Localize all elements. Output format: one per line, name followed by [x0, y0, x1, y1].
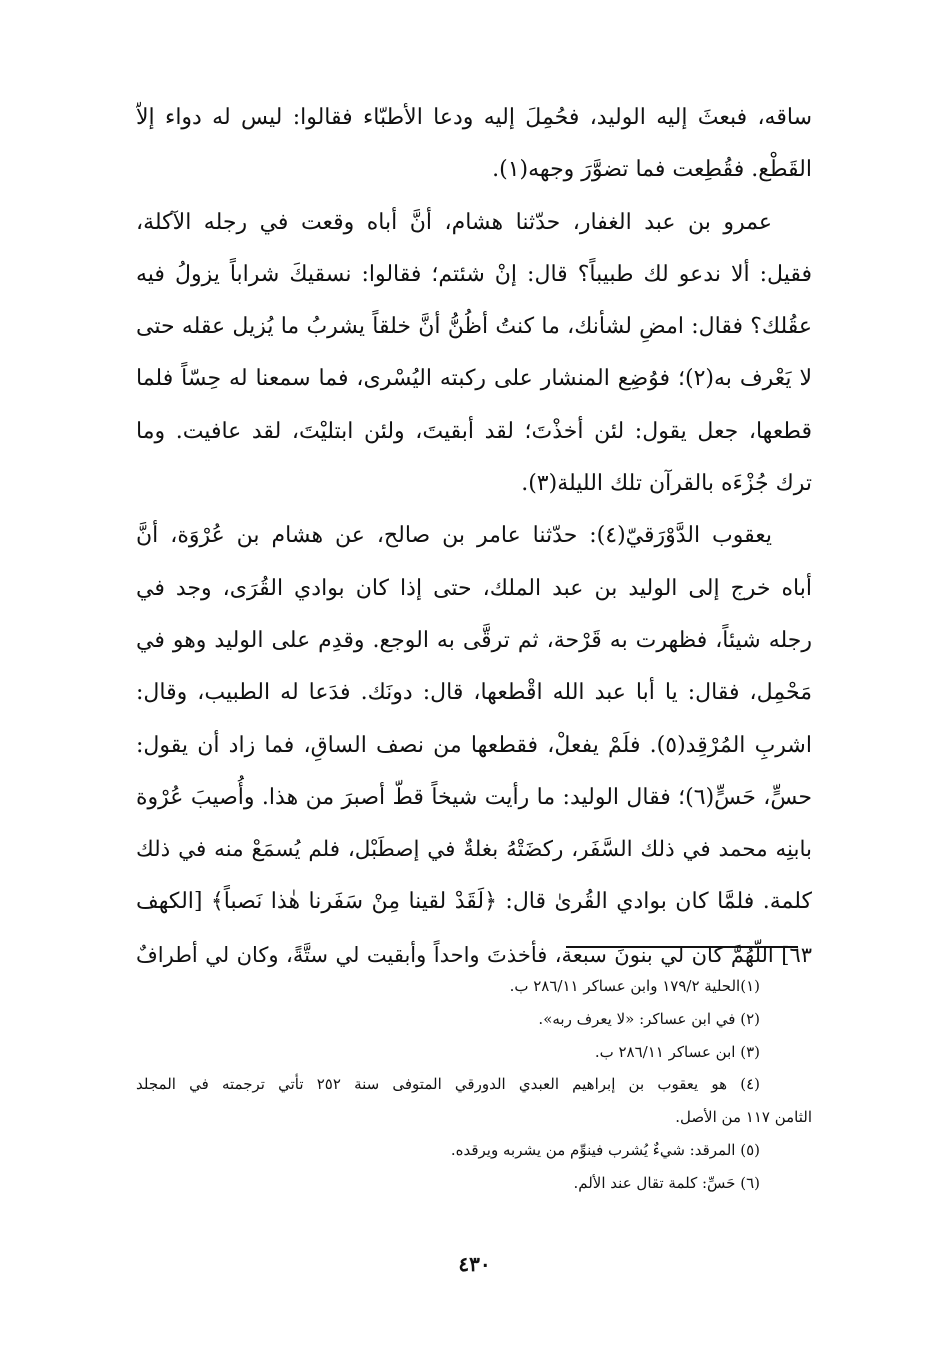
- text-line: اشربِ المُرْقِد(٥). فلَمْ يفعلْ، فقطعها من نصف الساقِ، فما زاد أن يقول:: [136, 732, 812, 758]
- footnote: (١)الحلية ١٧٩/٢ وابن عساكر ٢٨٦/١١ ب.: [509, 977, 760, 995]
- footnote: (٦) حَسِّ: كلمة تقال عند الألم.: [573, 1173, 760, 1192]
- main-text-body: [136, 92, 812, 981]
- text-line: قطعها، جعل يقول: لئن أخذْتَ؛ لقد أبقيتَ، ولئن ابتليْتَ، لقد عافيت. وما: [136, 418, 812, 444]
- text-line: يعقوب الدَّوْرَقيّ(٤): حدّثنا عامر بن صالح، عن هشام بن عُرْوَة، أنَّ: [136, 523, 772, 549]
- footnote: (٥) المرقد: شيءٌ يُشرب فينوِّم من يشربه ويرقده.: [450, 1140, 760, 1159]
- text-line: حسٍّ، حَسٍّ(٦)؛ فقال الوليد: ما رأيت شيخاً قطّ أصبرَ من هذا. وأُصيبَ عُرْوة: [136, 784, 812, 810]
- text-line: رجله شيئاً، فظهرت به قَرْحة، ثم ترقَّى به الوجع. وقدِم على الوليد وهو في: [136, 627, 812, 653]
- text-line: عقُلك؟ فقال: امضِ لشأنك، ما كنتُ أظُنُّ أنَّ خلقاً يشربُ ما يُزيل عقله حتى: [136, 314, 812, 340]
- text-line: بابنِه محمد في ذلك السَّفَر، ركضَتْهُ بغلةٌ في إصطَبْل، فلم يُسمَعْ منه في ذلك: [136, 837, 812, 863]
- text-line: ٦٣] اللّهُمَّ كان لي بنونَ سبعة، فأخذتَ واحداً وأبقيت لي ستَّةً، وكان لي أطرافٌ: [136, 942, 812, 967]
- footnotes: [136, 970, 812, 1200]
- footnote: (٢) في ابن عساكر: «لا يعرف ربه».: [538, 1009, 760, 1028]
- text-line: عمرو بن عبد الغفار، حدّثنا هشام، أنَّ أباه وقعت في رجله الآكلة،: [136, 209, 772, 235]
- text-line: لا يَعْرف به(٢)؛ فوُضِع المنشار على ركبته اليُسْرى، فما سمعنا له حِسّاً فلما: [136, 366, 812, 392]
- text-line: ترك جُزْءَه بالقرآن تلك الليلة(٣).: [521, 471, 812, 497]
- text-line: كلمة. فلمَّا كان بوادي القُرىٰ قال: ﴿لَقَدْ لقينا مِنْ سَفَرنا هٰذا نَصباً﴾ [الكهف: [136, 889, 812, 915]
- footnote: (٤) هو يعقوب بن إبراهيم العبدي الدورقي المتوفى سنة ٢٥٢ تأتي ترجمته في المجلد: [136, 1075, 760, 1094]
- footnote-divider: [566, 946, 798, 948]
- text-line: مَحْمِل، فقال: يا أبا عبد الله اقْطعها، قال: دونَك. فدَعا له الطبيب، وقال:: [136, 680, 812, 706]
- text-line: أباه خرج إلى الوليد بن عبد الملك، حتى إذا كان بوادي القُرَى، وجد في: [136, 575, 812, 601]
- text-line: فقيل: ألا ندعو لك طبيباً؟ قال: إنْ شئتم؛ فقالوا: نسقيكَ شراباً يزولُ فيه: [136, 261, 812, 287]
- text-line: ساقه، فبعثَ إليه الوليد، فحُمِلَ إليه ودعا الأطبّاء فقالوا: ليس له دواء إلاّ: [136, 105, 812, 130]
- text-line: القَطْع. فقُطِعت فما تضوَّرَ وجهه(١).: [492, 157, 812, 183]
- footnote: (٣) ابن عساكر ٢٨٦/١١ ب.: [594, 1042, 760, 1061]
- footnote-continuation: الثامن ١١٧ من الأصل.: [675, 1108, 812, 1127]
- page-number: ٤٣٠: [458, 1252, 491, 1276]
